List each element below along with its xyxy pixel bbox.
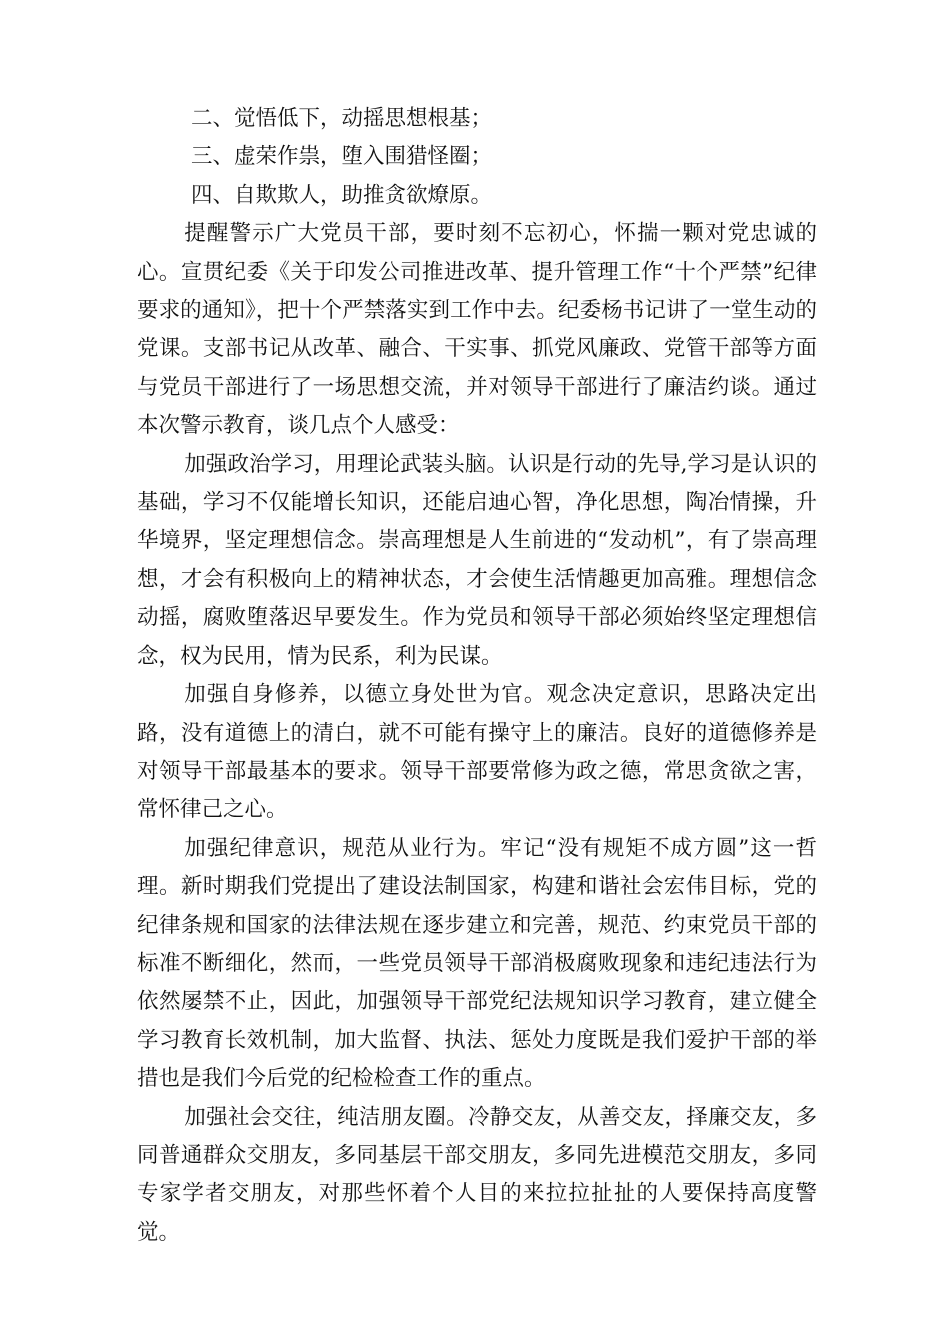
- paragraph-self-cultivation: 加强自身修养，以德立身处世为官。观念决定意识，思路决定出路，没有道德上的清白，就不可能有操守上的廉洁。良好的道德修养是对领导干部最基本的要求。领导干部要常修为政之德，常思贪欲之害，常怀律己之心。: [137, 682, 817, 823]
- paragraph-discipline-awareness: 加强纪律意识，规范从业行为。牢记“没有规矩不成方圆”这一哲理。新时期我们党提出了建设法制国家，构建和谐社会宏伟目标，党的纪律条规和国家的法律法规在逐步建立和完善，规范、约束党员干部的标准不断细化，然而，一些党员领导干部消极腐败现象和违纪违法行为依然屡禁不止，因此，加强领导干部党纪法规知识学习教育，建立健全学习教育长效机制，加大监督、执法、惩处力度既是我们爱护干部的举措也是我们今后党的纪检检查工作的重点。: [137, 835, 817, 1092]
- paragraph-political-study: 加强政治学习，用理论武装头脑。认识是行动的先导,学习是认识的基础，学习不仅能增长知识，还能启迪心智，净化思想，陶冶情操，升华境界，坚定理想信念。崇高理想是人生前进的“发动机”，有了崇高理想，才会有积极向上的精神状态，才会使生活情趣更加高雅。理想信念动摇，腐败堕落迟早要发生。作为党员和领导干部必须始终坚定理想信念，权为民用，情为民系，利为民谋。: [137, 451, 817, 669]
- paragraph-social-circle: 加强社会交往，纯洁朋友圈。冷静交友，从善交友，择廉交友，多同普通群众交朋友，多同基层干部交朋友，多同先进模范交朋友，多同专家学者交朋友，对那些怀着个人目的来拉拉扯扯的人要保持高度警觉。: [137, 1104, 817, 1245]
- paragraph-warning-education: 提醒警示广大党员干部，要时刻不忘初心，怀揣一颗对党忠诚的心。宣贯纪委《关于印发公司推进改革、提升管理工作“十个严禁”纪律要求的通知》，把十个严禁落实到工作中去。纪委杨书记讲了一堂生动的党课。支部书记从改革、融合、干实事、抓党风廉政、党管干部等方面与党员干部进行了一场思想交流，并对领导干部进行了廉洁约谈。通过本次警示教育，谈几点个人感受：: [137, 221, 817, 439]
- document-body: [137, 100, 817, 1252]
- list-item-4: 四、自欺欺人，助推贪欲燎原。: [191, 182, 493, 208]
- list-item-2: 二、觉悟低下，动摇思想根基；: [191, 106, 493, 131]
- list-item-3: 三、虚荣作祟，堕入围猎怪圈；: [191, 144, 493, 170]
